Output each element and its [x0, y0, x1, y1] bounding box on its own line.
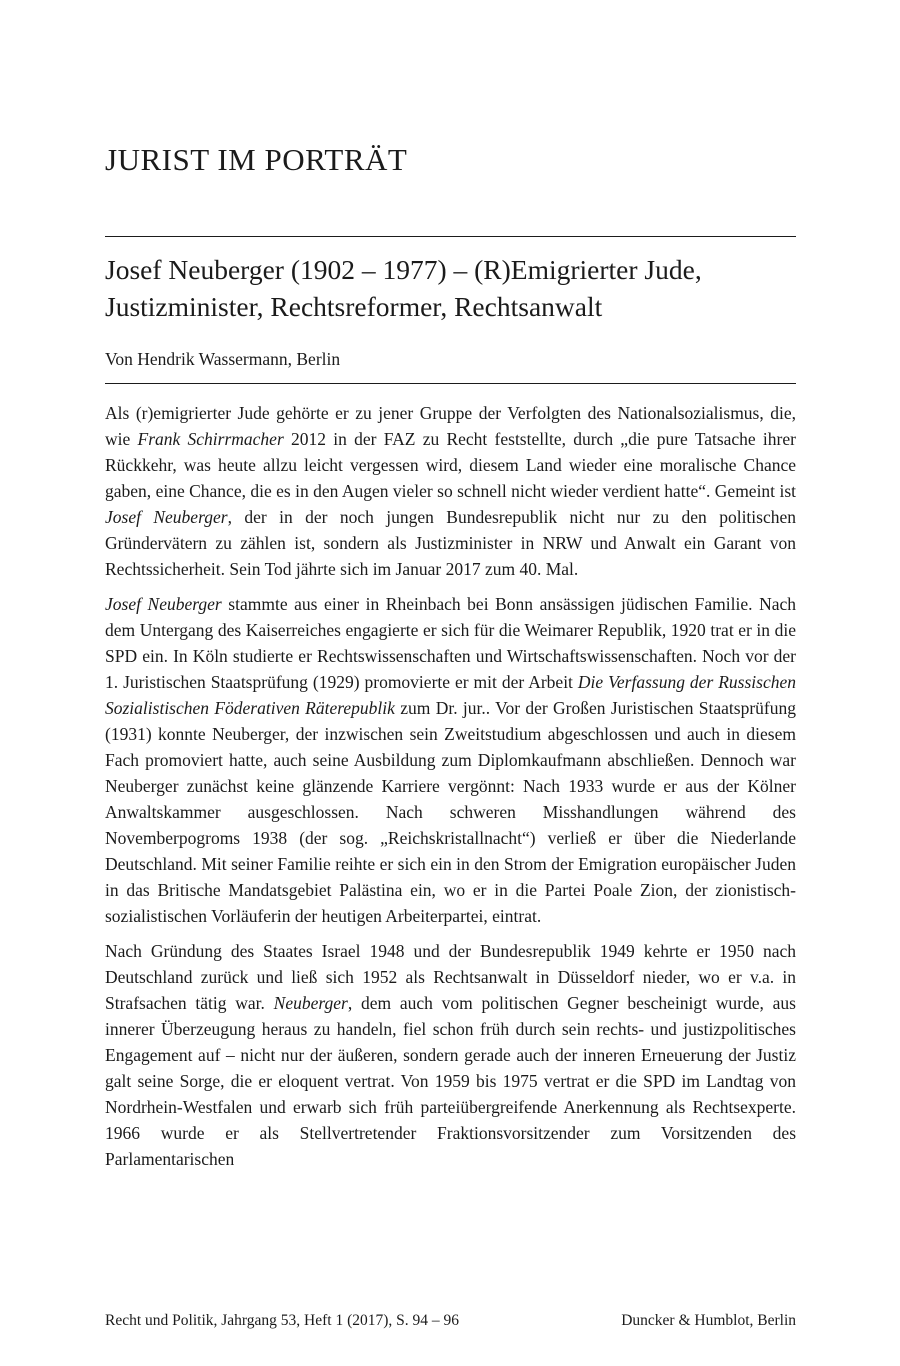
- paragraph-3: [105, 938, 796, 1172]
- article-body: [105, 400, 796, 1181]
- paragraph-1: [105, 400, 796, 582]
- section-title: JURIST IM PORTRÄT: [105, 142, 408, 177]
- text-run: , der in der noch jungen Bundesrepublik nicht nur zu den politischen Gründervätern zu zählen ist, sondern als Justizminister in NRW und Anwalt ein Garant von Rechtssicherheit. Sein Tod jährte sich im Januar 2017 zum 40. Mal.: [105, 507, 796, 580]
- text-run: , dem auch vom politischen Gegner bescheinigt wurde, aus innerer Überzeugung heraus zu handeln, fiel schon früh durch sein rechts- und justizpolitisches Engagement auf – nicht nur der äußeren, sondern gerade auch der inneren Erneuerung der Justiz galt seine Sorge, die er eloquent vertrat. Von 1959 bis 1975 vertrat er die SPD im Landtag von Nordrhein-Westfalen und erwarb sich früh parteiübergreifende Anerkennung als Rechtsexperte. 1966 wurde er als Stellvertretender Fraktionsvorsitzender zum Vorsitzenden des Parlamentarischen: [105, 993, 796, 1170]
- divider-bottom: [105, 383, 796, 384]
- person-name: Josef Neuberger: [105, 593, 222, 614]
- person-name: Neuberger: [273, 993, 348, 1014]
- page-footer: [105, 1310, 796, 1332]
- journal-citation: Recht und Politik, Jahrgang 53, Heft 1 (2017), S. 94 – 96: [105, 1312, 460, 1329]
- text-run: Nach Gründung des Staates Israel 1948 und der Bundesrepublik 1949 kehrte er 1950 nach Deutschland zurück und ließ sich 1952 als Rechtsanwalt in Düsseldorf nieder, wo er v.a. in Strafsachen tätig war.: [105, 940, 796, 1014]
- publisher: Duncker & Humblot, Berlin: [621, 1312, 796, 1329]
- article-title: Josef Neuberger (1902 – 1977) – (R)Emigrierter Jude, Justizminister, Rechtsreformer, Rechtsanwalt: [105, 254, 702, 322]
- text-run: Als (r)emigrierter Jude gehörte er zu jener Gruppe der Verfolgten des Nationalsozialismus, die, wie: [105, 403, 796, 450]
- person-name: Frank Schirrmacher: [137, 429, 284, 450]
- person-name: Josef Neuberger: [105, 507, 228, 528]
- paragraph-2: [105, 591, 796, 930]
- work-title: Die Verfassung der Russischen Sozialistischen Föderativen Räterepublik: [105, 671, 796, 719]
- byline: Von Hendrik Wassermann, Berlin: [105, 349, 341, 369]
- text-run: 2012 in der FAZ zu Recht feststellte, durch „die pure Tatsache ihrer Rückkehr, was heute allzu leicht vergessen wird, diesem Land wieder eine moralische Chance gaben, eine Chance, die es in den Augen vieler so schnell nicht wieder verdient hatte“. Gemeint ist: [105, 429, 796, 502]
- text-run: stammte aus einer in Rheinbach bei Bonn ansässigen jüdischen Familie. Nach dem Untergang des Kaiserreiches engagierte er sich für die Weimarer Republik, 1920 trat er in die SPD ein. In Köln studierte er Rechtswissenschaften und Wirtschaftswissenschaften. Noch vor der 1. Juristischen Staatsprüfung (1929) promovierte er mit der Arbeit: [105, 593, 797, 692]
- divider-top: [105, 236, 796, 237]
- text-run: zum Dr. jur.. Vor der Großen Juristischen Staatsprüfung (1931) konnte Neuberger, der inzwischen sein Zweitstudium abgeschlossen und auch in diesem Fach promoviert hatte, auch seine Ausbildung zum Diplomkaufmann abschließen. Dennoch war Neuberger zunächst keine glänzende Karriere vergönnt: Nach 1933 wurde er aus der Kölner Anwaltskammer ausgeschlossen. Nach schweren Misshandlungen während des Novemberpogroms 1938 (der sog. „Reichskristallnacht“) verließ er über die Niederlande Deutschland. Mit seiner Familie reihte er sich ein in den Strom der Emigration europäischer Juden in das Britische Mandatsgebiet Palästina ein, wo er in die Partei Poale Zion, der zionistisch-sozialistischen Vorläuferin der heutigen Arbeiterpartei, eintrat.: [105, 698, 796, 927]
